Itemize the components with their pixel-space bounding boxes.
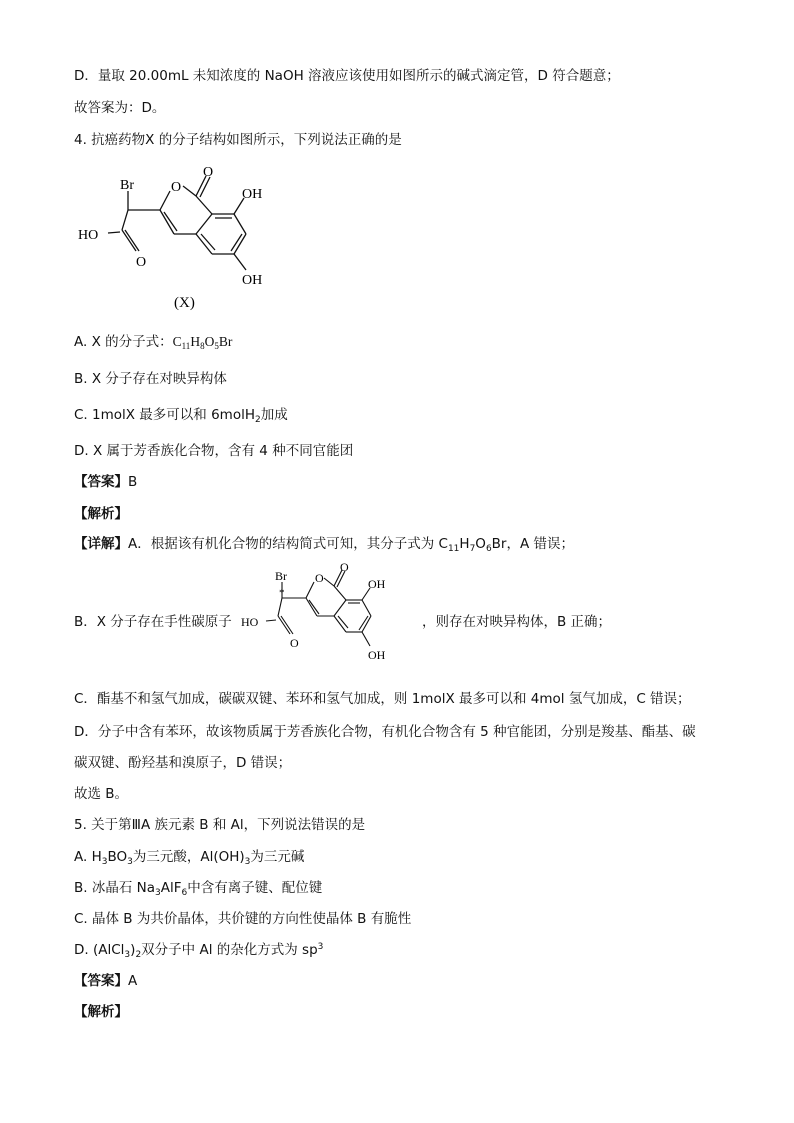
q5-option-d: D. $(AlCl_3)_2$双分子中 Al 的杂化方式为 $sp^3$ [74,942,324,960]
q4-stem: 4. 抗癌药物X 的分子结构如图所示，下列说法正确的是 [74,132,402,148]
q4-detail-a: 【详解】A．根据该有机化合物的结构简式可知，其分子式为 $C_{11}H_7O_6Br$，A 错误； [74,536,575,554]
q4-detail-d-line2: 碳双键、酚羟基和溴原子，D 错误； [74,755,292,771]
q5-answer: 【答案】A [74,973,138,989]
q4-option-a: A. X 的分子式：$C_{11}H_8O_5Br$ [74,334,233,351]
q3-answer-line: 故答案为：D。 [74,100,166,116]
q5-option-c: C. 晶体 B 为共价晶体，共价键的方向性使晶体 B 有脆性 [74,911,412,927]
chiral-acid-oxygen-label: O [290,636,299,650]
molecule-x-figure [70,158,310,318]
q4-answer: 【答案】B [74,474,138,490]
q4-detail-b-pre: B．X 分子存在手性碳原子 [74,614,232,630]
q4-analysis-tag: 【解析】 [74,506,128,522]
acid-oxygen-label: O [136,255,147,270]
oh-top-label: OH [242,187,263,202]
chiral-carbon-star: * [279,587,285,599]
carbonyl-oxygen-label: O [203,165,214,180]
chiral-carbonyl-oxygen-label: O [340,560,349,574]
ho-label: HO [78,228,99,243]
figure-caption: (X) [174,295,195,311]
q5-option-b: B. 冰晶石 $Na_3AlF_6$中含有离子键、配位键 [74,880,323,898]
molecule-x-chiral-figure [238,558,418,678]
chiral-br-label: Br [275,569,287,583]
q4-detail-d-line1: D．分子中含有苯环，故该物质属于芳香族化合物，有机化合物含有 5 种官能团，分别是羧基、酯基、碳 [74,724,696,740]
ring-oxygen-label: O [171,180,182,195]
q5-stem: 5. 关于第ⅢA 族元素 B 和 Al，下列说法错误的是 [74,817,366,833]
chiral-ho-label: HO [241,615,259,629]
q4-detail-b-post: ，则存在对映异构体，B 正确； [422,614,612,630]
q4-option-b: B. X 分子存在对映异构体 [74,371,227,387]
q4-option-d: D. X 属于芳香族化合物，含有 4 种不同官能团 [74,443,354,459]
q5-analysis-tag: 【解析】 [74,1004,128,1020]
molecule-x-structure [70,158,310,318]
br-atom-label: Br [120,178,134,193]
chiral-oh-bottom-label: OH [368,648,386,662]
chiral-ring-oxygen-label: O [315,571,324,585]
q3-option-d: D．量取 20.00mL 未知浓度的 NaOH 溶液应该使用如图所示的碱式滴定管，D 符合题意； [74,68,620,84]
q4-detail-c: C．酯基不和氢气加成，碳碳双键、苯环和氢气加成，则 1molX 最多可以和 4mol 氢气加成，C 错误； [74,691,691,707]
oh-bottom-label: OH [242,273,263,288]
q4-conclusion: 故选 B。 [74,786,129,802]
q4-option-c: C. 1molX 最多可以和 6molH$_2$加成 [74,407,288,425]
molecule-x-chiral-structure [238,558,418,678]
q5-option-a: A. $H_3BO_3$为三元酸，$Al(OH)_3$为三元碱 [74,849,305,867]
chiral-oh-top-label: OH [368,577,386,591]
